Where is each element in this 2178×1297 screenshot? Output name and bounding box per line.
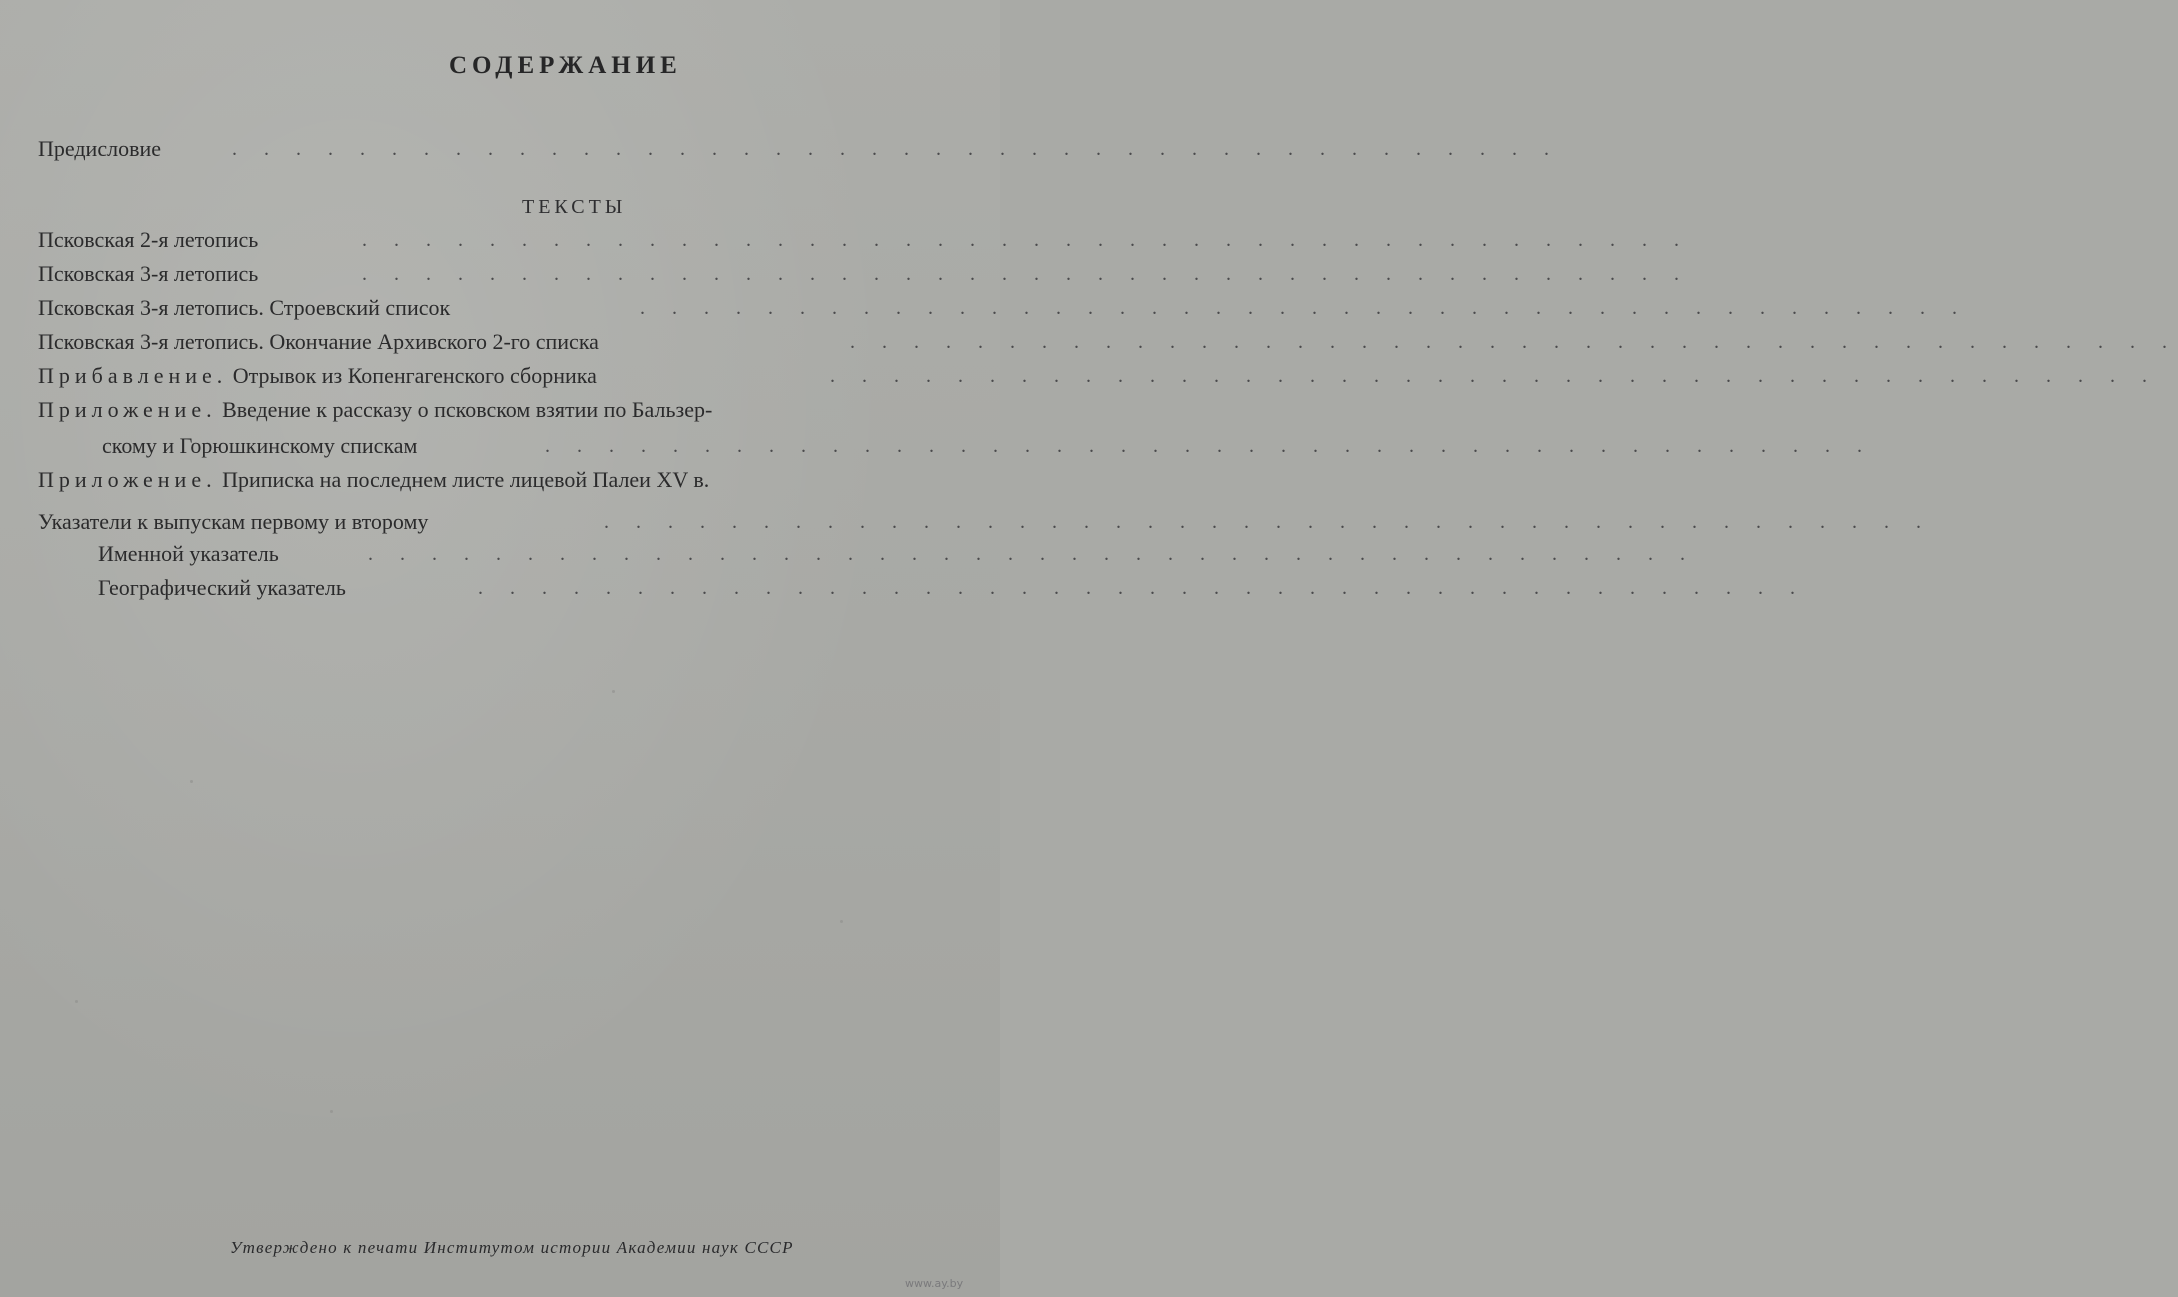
- toc-entry-continuation: [0, 432, 1873, 464]
- toc-leader-dots: . . . . . . . . . . . . . . . . . . . . . . . . . . . . . . . . . . . . . . . . . .: [640, 297, 1968, 319]
- toc-entry-label: Псковская 3-я летопись: [38, 261, 259, 286]
- toc-entry: [0, 294, 1968, 326]
- toc-leader-dots: . . . . . . . . . . . . . . . . . . . . . . . . . . . . . . . . . . . . . . . . . .: [604, 511, 1932, 533]
- toc-entry-label-rest: Приписка на последнем листе лицевой Палеи XV в.: [216, 467, 710, 492]
- toc-entry: [0, 396, 1000, 428]
- toc-entry: [0, 508, 1932, 540]
- toc-entry-label: скому и Горюшкинскому спискам: [102, 433, 418, 458]
- imprint-line: Утверждено к печати Институтом истории Академии наук СССР: [230, 1238, 794, 1257]
- toc-entry-label-spaced: Прибавление.: [38, 363, 228, 388]
- toc-leader-dots: . . . . . . . . . . . . . . . . . . . . . . . . . . . . . . . . . . . . . . . . . .: [362, 263, 1690, 285]
- paper-speck: [75, 1000, 78, 1003]
- toc-entry-label: Именной указатель: [98, 541, 279, 566]
- toc-entry-label-spaced: Приложение.: [38, 467, 217, 492]
- toc-entry-label: [38, 362, 597, 390]
- toc-entry-label-rest: Отрывок из Копенгагенского сборника: [227, 363, 597, 388]
- section-heading-texts: ТЕКСТЫ: [522, 196, 627, 218]
- toc-entry-label: [38, 466, 709, 494]
- toc-leader-dots: . . . . . . . . . . . . . . . . . . . . . . . . . . . . . . . . . . . . . . . . . .: [850, 331, 2178, 353]
- toc-entry-label: [38, 396, 712, 424]
- toc-leader-dots: . . . . . . . . . . . . . . . . . . . . . . . . . . . . . . . . . . . . . . . . . .: [368, 543, 1696, 565]
- toc-entry-label: Псковская 3-я летопись. Строевский список: [38, 295, 451, 320]
- toc-leader-dots: . . . . . . . . . . . . . . . . . . . . . . . . . . . . . . . . . . . . . . . . . .: [545, 435, 1873, 457]
- toc-entry: [0, 226, 1690, 258]
- toc-entry-label: Географический указатель: [98, 575, 346, 600]
- toc-leader-dots: . . . . . . . . . . . . . . . . . . . . . . . . . . . . . . . . . . . . . . . . . .: [478, 577, 1806, 599]
- toc-entry: [0, 466, 1000, 498]
- toc-entry-preface: [0, 135, 1560, 167]
- toc-entry: [0, 574, 1806, 606]
- toc-entry-label: Предисловие: [38, 136, 161, 161]
- paper-speck: [840, 920, 843, 923]
- watermark: www.ay.by: [905, 1277, 964, 1290]
- toc-entry-label: Псковская 3-я летопись. Окончание Архивского 2-го списка: [38, 329, 599, 354]
- paper-speck: [330, 1110, 333, 1113]
- paper-speck: [612, 690, 615, 693]
- page-title: СОДЕРЖАНИЕ: [449, 52, 682, 79]
- toc-entry: [0, 362, 2158, 394]
- toc-entry-label-rest: Введение к рассказу о псковском взятии по Бальзер-: [216, 397, 713, 422]
- toc-leader-dots: . . . . . . . . . . . . . . . . . . . . . . . . . . . . . . . . . . . . . . . . . .: [830, 365, 2158, 387]
- toc-entry: [0, 260, 1690, 292]
- paper-speck: [190, 780, 193, 783]
- toc-entry-label: Указатели к выпускам первому и второму: [38, 509, 429, 534]
- toc-leader-dots: . . . . . . . . . . . . . . . . . . . . . . . . . . . . . . . . . . . . . . . . . .: [362, 229, 1690, 251]
- toc-entry: [0, 540, 1696, 572]
- toc-entry-label: Псковская 2-я летопись: [38, 227, 259, 252]
- toc-entry: [0, 328, 2178, 360]
- toc-leader-dots: . . . . . . . . . . . . . . . . . . . . . . . . . . . . . . . . . . . . . . . . . .: [232, 138, 1560, 160]
- toc-entry-label-spaced: Приложение.: [38, 397, 217, 422]
